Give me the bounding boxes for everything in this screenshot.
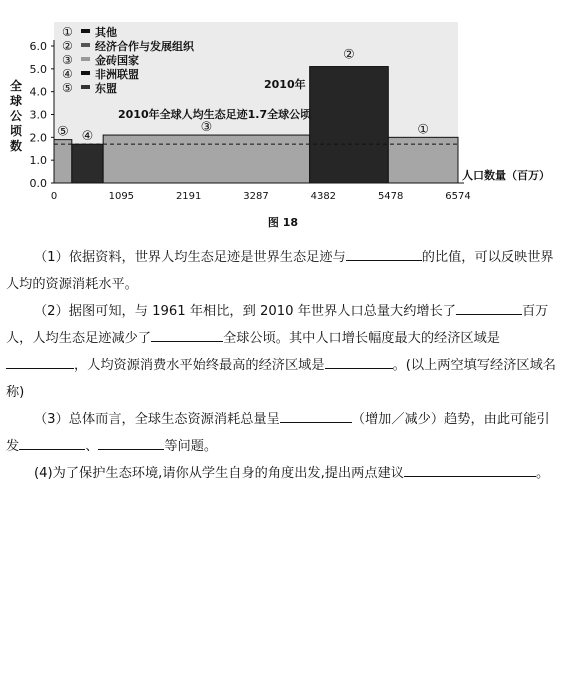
question-2 [6, 298, 558, 406]
bar-label: ④ [81, 129, 94, 145]
bar-label: ⑤ [57, 124, 69, 140]
y-tick-label: 3.0 [29, 108, 47, 122]
legend-number: ⑤ [62, 81, 73, 95]
legend-label: 金砖国家 [95, 54, 139, 67]
bar-label: ③ [200, 120, 213, 136]
eco-footprint-chart [0, 0, 566, 235]
legend-number: ① [62, 25, 73, 39]
question-3 [6, 406, 558, 460]
y-axis-label-char: 公 [9, 109, 23, 123]
y-axis-label-char: 顷 [9, 124, 23, 138]
q3-text-b: （增加／减少）趋势，由此可能引发 [6, 412, 550, 454]
q2-text-c: 全球公顷。其中人口增长幅度最大的经济区域是 [223, 331, 500, 346]
x-tick-label: 1095 [108, 191, 135, 202]
q2-blank-population[interactable] [456, 301, 522, 315]
q2-text-a: （2）据图可知，与 1961 年相比，到 2010 年世界人口总量大约增长了 [34, 304, 456, 319]
legend-number: ③ [62, 53, 73, 67]
bar-1 [54, 140, 72, 183]
bar-label: ② [343, 47, 355, 63]
q3-blank-trend[interactable] [280, 409, 352, 423]
figure-caption: 图 18 [267, 216, 299, 229]
legend-number: ④ [62, 67, 73, 81]
x-tick-label: 0 [50, 191, 58, 202]
bar-4 [310, 67, 389, 183]
q1-text-b: 的比值，可以反映世界人均的资源消耗水平。 [6, 250, 554, 292]
bar-2 [72, 144, 103, 183]
q3-text-c: 、 [85, 439, 99, 454]
legend-swatch [81, 43, 90, 47]
question-1 [6, 244, 558, 298]
bar-label: ① [417, 122, 429, 138]
q3-text-a: （3）总体而言，全球生态资源消耗总量呈 [34, 412, 280, 427]
y-tick-label: 1.0 [29, 154, 47, 168]
x-tick-label: 6574 [445, 191, 471, 202]
legend-number: ② [62, 39, 73, 53]
q3-blank-problem-2[interactable] [98, 436, 164, 450]
q1-blank[interactable] [346, 247, 422, 261]
x-tick-label: 5478 [377, 191, 404, 202]
y-tick-label: 5.0 [29, 62, 47, 76]
x-tick-label: 4382 [310, 191, 337, 202]
legend-swatch [81, 29, 90, 33]
bar-3 [103, 135, 309, 183]
legend-label: 非洲联盟 [95, 68, 139, 81]
q2-blank-consumption-region[interactable] [325, 355, 393, 369]
y-axis-label-char: 全 [9, 79, 23, 93]
legend-swatch [81, 71, 90, 75]
y-tick-label: 0.0 [29, 177, 47, 190]
q2-blank-growth-region[interactable] [6, 355, 74, 369]
legend-label: 东盟 [95, 82, 117, 95]
x-tick-label: 2191 [175, 191, 202, 202]
legend-label: 其他 [95, 26, 117, 39]
y-tick-label: 4.0 [29, 85, 47, 99]
q2-blank-footprint[interactable] [151, 328, 223, 342]
q2-text-e: 。(以上两空填写经济区域名称) [6, 358, 556, 400]
average-annotation: 2010年全球人均生态足迹1.7全球公顷 [118, 108, 312, 121]
y-axis-label-char: 数 [9, 139, 23, 153]
q4-text-a: (4)为了保护生态环境,请你从学生自身的角度出发,提出两点建议 [34, 466, 404, 481]
year-annotation: 2010年 [264, 78, 306, 91]
q2-text-d: ，人均资源消费水平始终最高的经济区域是 [74, 358, 325, 373]
legend-label: 经济合作与发展组织 [95, 40, 194, 53]
q4-blank-suggestions[interactable] [404, 463, 536, 477]
legend-swatch [81, 85, 90, 89]
y-tick-label: 2.0 [29, 131, 47, 145]
legend-swatch [81, 57, 90, 61]
figure-18 [0, 0, 566, 235]
q4-text-b: 。 [535, 466, 550, 481]
q3-text-d: 等问题。 [164, 439, 218, 454]
q1-text-a: （1）依据资料，世界人均生态足迹是世界生态足迹与 [34, 250, 346, 265]
q3-blank-problem-1[interactable] [19, 436, 85, 450]
x-tick-label: 3287 [243, 191, 269, 202]
x-axis-label: 人口数量（百万） [462, 169, 550, 182]
y-axis-label-char: 球 [9, 94, 23, 108]
y-tick-label: 6.0 [29, 40, 47, 53]
question-4 [6, 460, 558, 487]
q2-text-b: 百万人，人均生态足迹减少了 [6, 304, 549, 346]
